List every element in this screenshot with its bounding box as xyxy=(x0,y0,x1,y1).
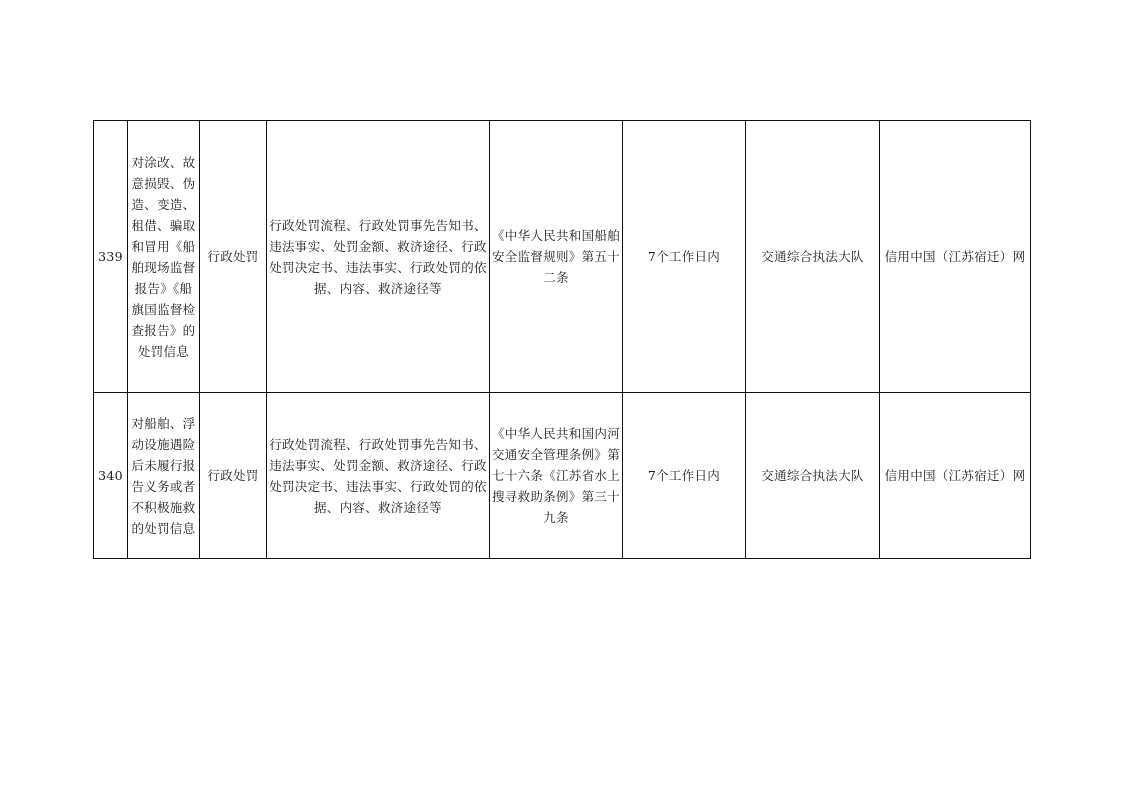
item-category: 行政处罚 xyxy=(200,121,267,393)
disclosure-channel: 信用中国（江苏宿迁）网 xyxy=(880,393,1031,559)
responsible-department: 交通综合执法大队 xyxy=(746,121,880,393)
row-number: 339 xyxy=(94,121,128,393)
disclosure-table xyxy=(93,120,1031,559)
disclosure-channel: 信用中国（江苏宿迁）网 xyxy=(880,121,1031,393)
disclosure-item: 对涂改、故意损毁、伪造、变造、租借、骗取和冒用《船舶现场监督报告》《船旗国监督检查报告》的处罚信息 xyxy=(128,121,200,393)
row-number: 340 xyxy=(94,393,128,559)
table-row xyxy=(94,121,1031,393)
disclosure-content: 行政处罚流程、行政处罚事先告知书、违法事实、处罚金额、救济途径、行政处罚决定书、违法事实、行政处罚的依据、内容、救济途径等 xyxy=(267,121,490,393)
disclosure-content: 行政处罚流程、行政处罚事先告知书、违法事实、处罚金额、救济途径、行政处罚决定书、违法事实、行政处罚的依据、内容、救济途径等 xyxy=(267,393,490,559)
item-category: 行政处罚 xyxy=(200,393,267,559)
legal-basis: 《中华人民共和国内河交通安全管理条例》第七十六条《江苏省水上搜寻救助条例》第三十九条 xyxy=(490,393,623,559)
time-limit: 7个工作日内 xyxy=(623,393,746,559)
responsible-department: 交通综合执法大队 xyxy=(746,393,880,559)
table-row xyxy=(94,393,1031,559)
time-limit: 7个工作日内 xyxy=(623,121,746,393)
legal-basis: 《中华人民共和国船舶安全监督规则》第五十二条 xyxy=(490,121,623,393)
disclosure-item: 对船舶、浮动设施遇险后未履行报告义务或者不积极施救的处罚信息 xyxy=(128,393,200,559)
